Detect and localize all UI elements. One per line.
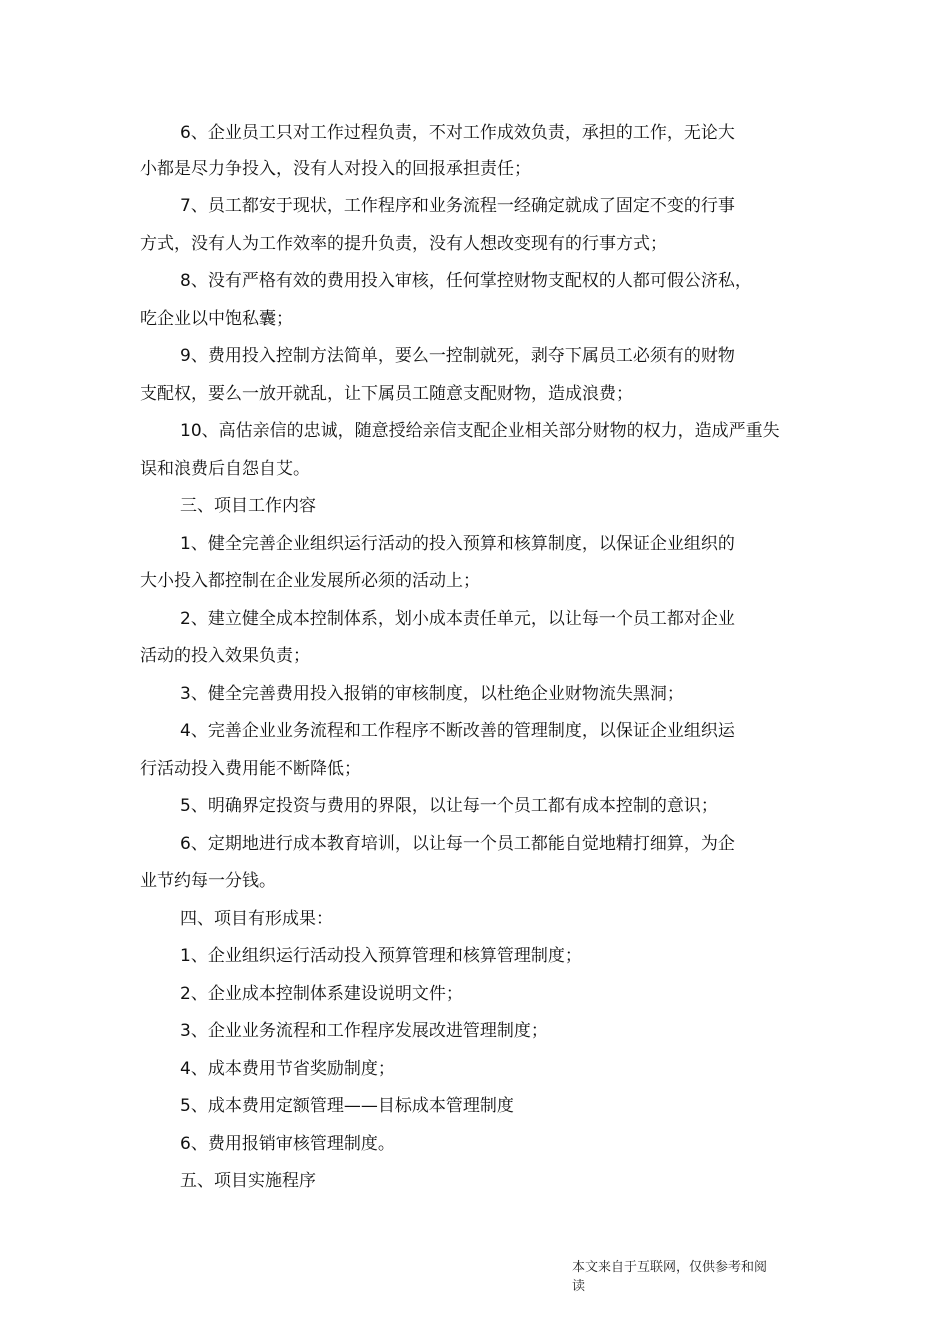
paragraph-line: 支配权，要么一放开就乱，让下属员工随意支配财物，造成浪费； xyxy=(140,384,633,404)
paragraph-line: 业节约每一分钱。 xyxy=(140,871,276,891)
section-heading: 五、项目实施程序 xyxy=(180,1171,316,1191)
list-item: 3、企业业务流程和工作程序发展改进管理制度； xyxy=(180,1021,548,1041)
paragraph-line: 9、费用投入控制方法简单，要么一控制就死，剥夺下属员工必须有的财物 xyxy=(180,346,735,366)
paragraph-line: 误和浪费后自怨自艾。 xyxy=(140,459,310,479)
footer-note xyxy=(572,1258,792,1296)
footer-line: 本文来自于互联网，仅供参考和阅 xyxy=(572,1260,768,1275)
list-item: 1、企业组织运行活动投入预算管理和核算管理制度； xyxy=(180,946,582,966)
paragraph-line: 3、健全完善费用投入报销的审核制度，以杜绝企业财物流失黑洞； xyxy=(180,684,684,704)
paragraph-line: 8、没有严格有效的费用投入审核，任何掌控财物支配权的人都可假公济私， xyxy=(180,271,752,291)
list-item: 6、费用报销审核管理制度。 xyxy=(180,1134,395,1154)
paragraph-line: 10、高估亲信的忠诚，随意授给亲信支配企业相关部分财物的权力，造成严重失 xyxy=(180,421,780,441)
list-item: 2、企业成本控制体系建设说明文件； xyxy=(180,984,463,1004)
paragraph-line: 7、员工都安于现状，工作程序和业务流程一经确定就成了固定不变的行事 xyxy=(180,196,735,216)
section-heading: 四、项目有形成果： xyxy=(180,909,333,929)
paragraph-line: 方式，没有人为工作效率的提升负责，没有人想改变现有的行事方式； xyxy=(140,234,667,254)
paragraph-line: 大小投入都控制在企业发展所必须的活动上； xyxy=(140,571,480,591)
paragraph-line: 行活动投入费用能不断降低； xyxy=(140,759,361,779)
paragraph-line: 吃企业以中饱私囊； xyxy=(140,309,293,329)
list-item: 4、成本费用节省奖励制度； xyxy=(180,1059,395,1079)
paragraph-line: 活动的投入效果负责； xyxy=(140,646,310,666)
paragraph-line: 6、企业员工只对工作过程负责，不对工作成效负责，承担的工作，无论大 xyxy=(180,123,735,143)
section-heading: 三、项目工作内容 xyxy=(180,496,316,516)
paragraph-line: 4、完善企业业务流程和工作程序不断改善的管理制度，以保证企业组织运 xyxy=(180,721,735,741)
paragraph-line: 小都是尽力争投入，没有人对投入的回报承担责任； xyxy=(140,159,531,179)
paragraph-line: 6、定期地进行成本教育培训，以让每一个员工都能自觉地精打细算，为企 xyxy=(180,834,735,854)
paragraph-line: 1、健全完善企业组织运行活动的投入预算和核算制度，以保证企业组织的 xyxy=(180,534,735,554)
paragraph-line: 2、建立健全成本控制体系，划小成本责任单元，以让每一个员工都对企业 xyxy=(180,609,735,629)
list-item: 5、成本费用定额管理——目标成本管理制度 xyxy=(180,1096,514,1116)
footer-line: 读 xyxy=(572,1279,586,1294)
paragraph-line: 5、明确界定投资与费用的界限，以让每一个员工都有成本控制的意识； xyxy=(180,796,718,816)
